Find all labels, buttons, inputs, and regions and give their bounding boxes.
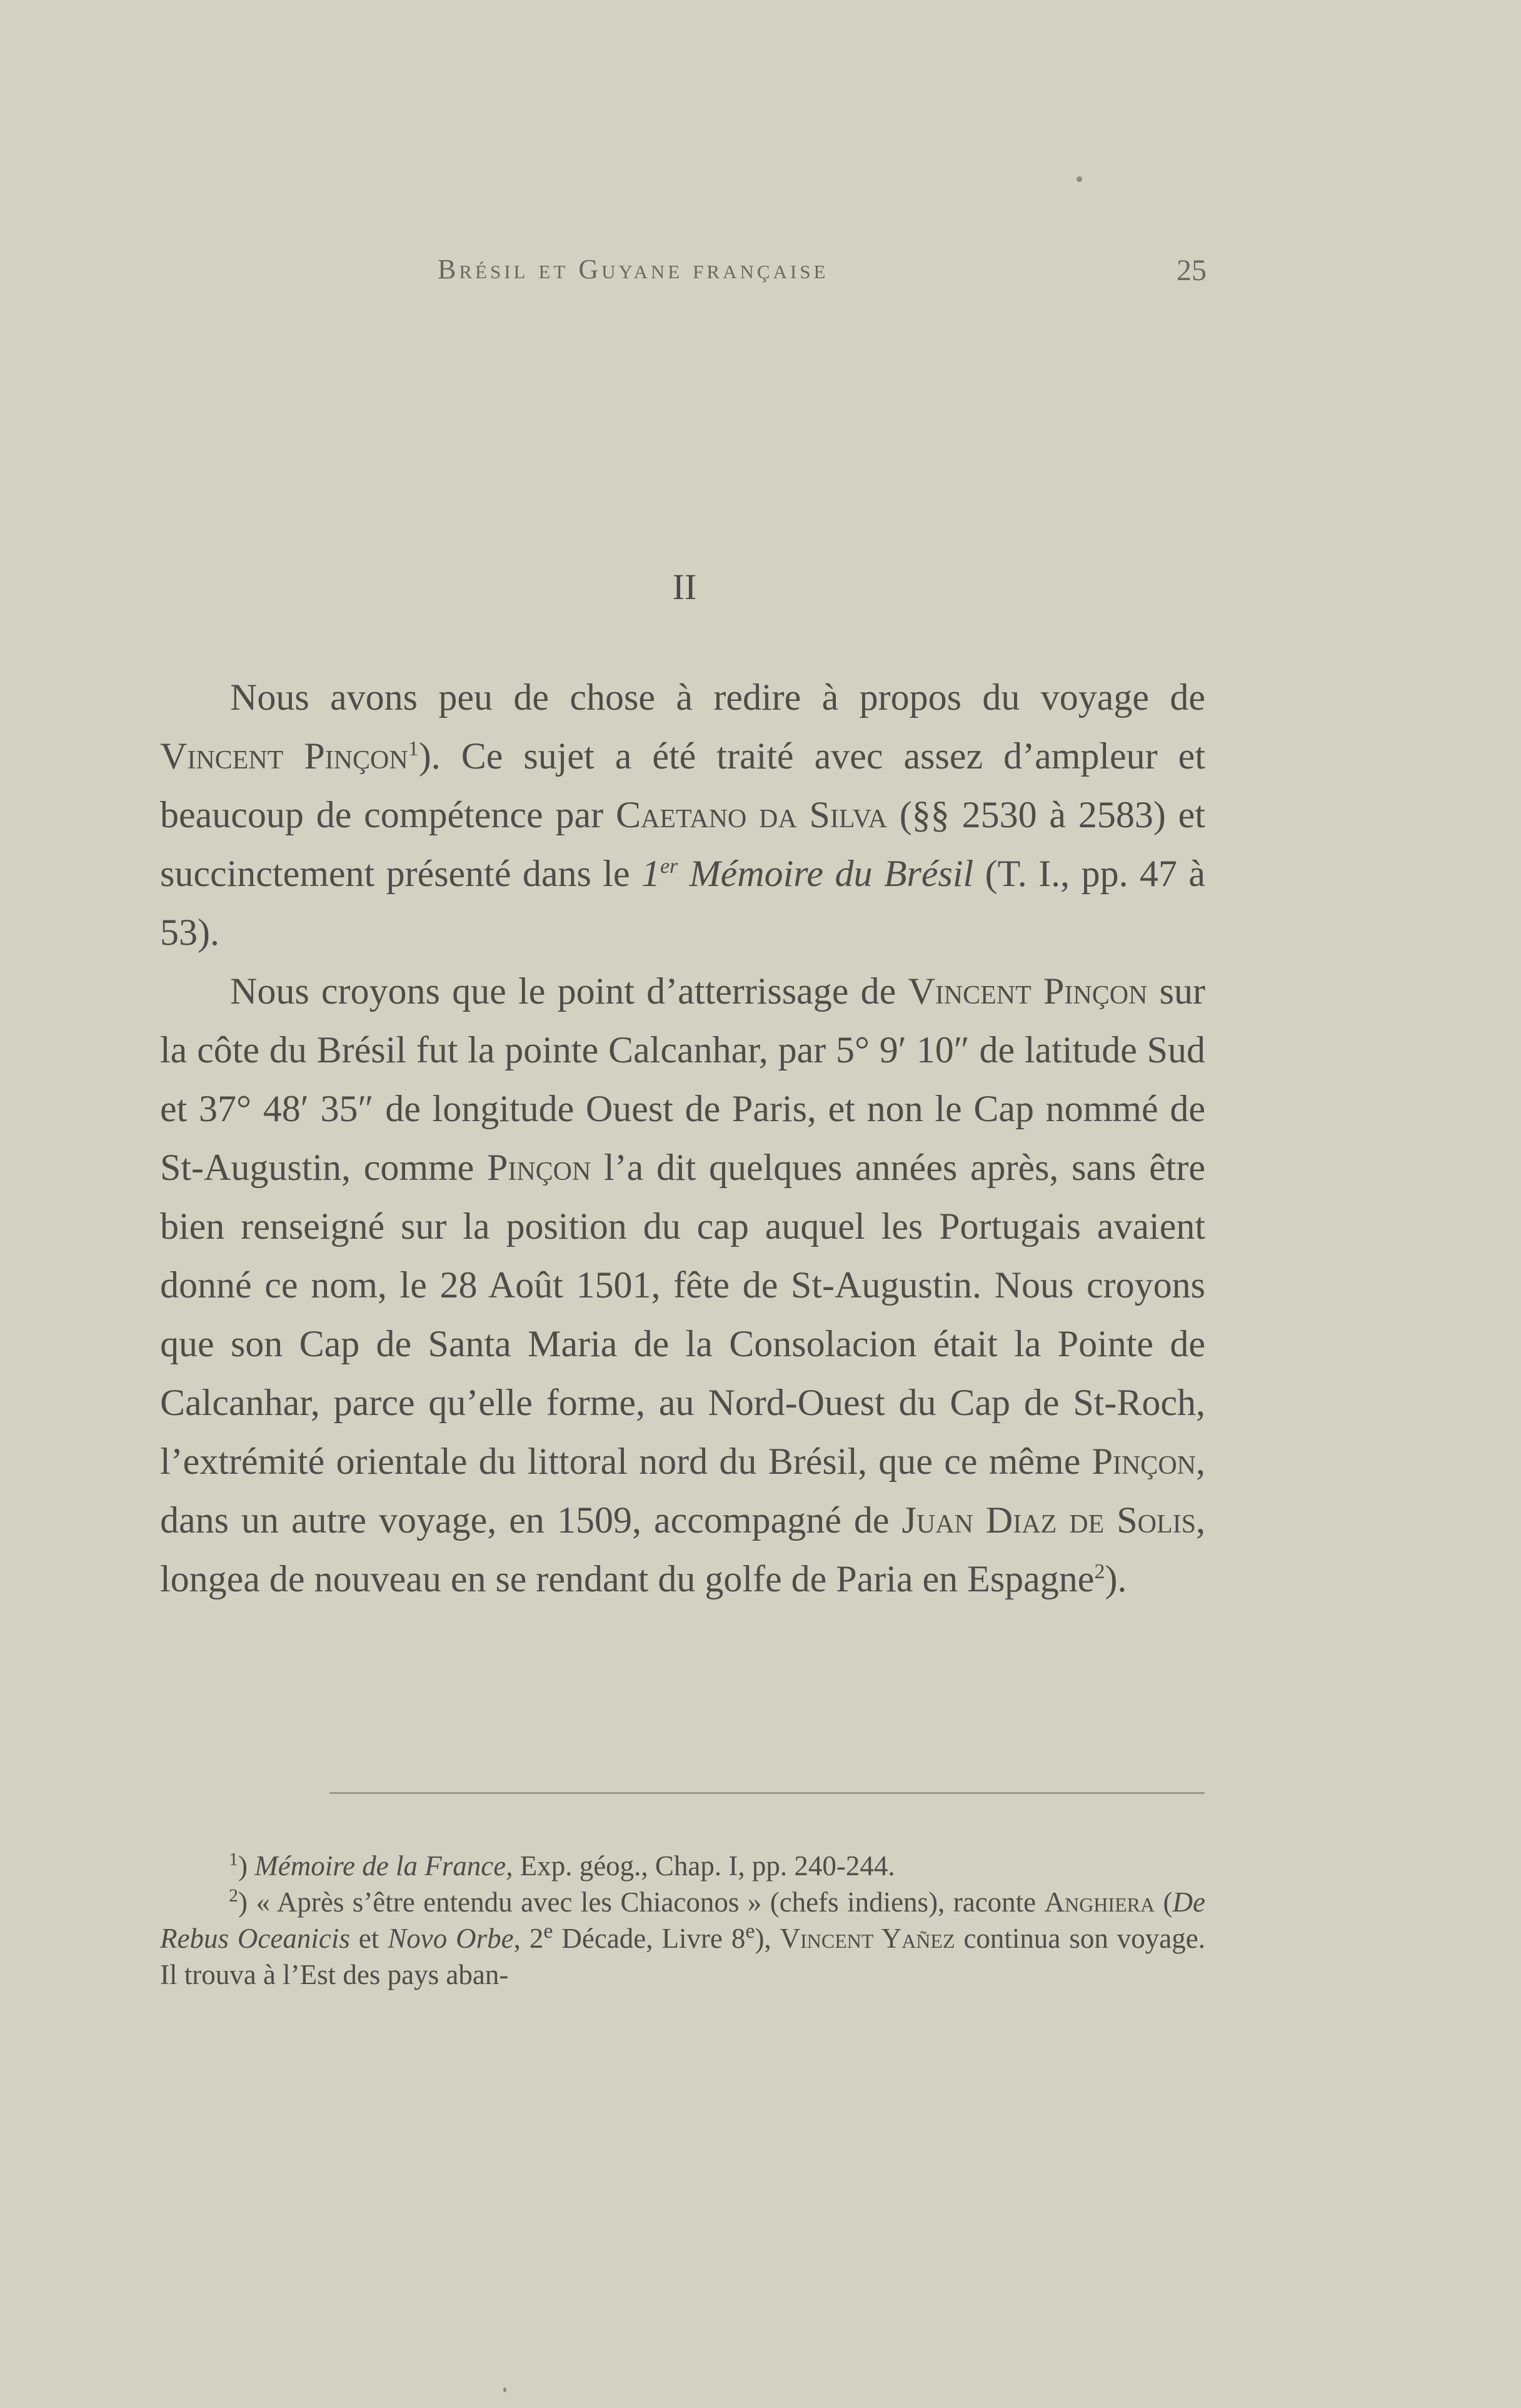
- text-run: (§§ 2530 à 2583) et succinctement présenté dans le: [160, 794, 1205, 894]
- footnote: $^2$) « Après s’être entendu avec les Chiaconos » (chefs indiens), raconte Anghiera (De Rebus Oceanicis et Novo Orbe, 2e Décade, Livre 8e), Vincent Yañez continua son voyage. Il trouva à l’Est des pays aban-: [160, 1885, 1205, 1990]
- publication-title: [641, 853, 973, 894]
- text-run: (T. I., pp. 47 à 53).: [160, 853, 1206, 953]
- footnotes: [160, 1848, 1205, 1993]
- text-run: sur la côte du Brésil fut la pointe Calcanhar, par 5° 9′ 10″ de latitude Sud et 37° 48′ 35″ de longitude Ouest de Paris, et non le Cap nommé de St-Augustin, comme: [160, 970, 1205, 1188]
- person-name: Anghiera: [1044, 1887, 1155, 1918]
- ordinal-suffix: e: [543, 1920, 553, 1943]
- text-run: , longea de nouveau en se rendant du golfe de Paria en Espagne: [160, 1499, 1205, 1599]
- person-name: Vincent Pinçon: [160, 735, 408, 777]
- running-head: [438, 253, 1207, 297]
- text-run: ).: [1105, 1558, 1127, 1599]
- text-run: , dans un autre voyage, en 1509, accompagné de: [160, 1441, 1205, 1541]
- ordinal-number: 1: [641, 853, 660, 894]
- person-name: Pinçon: [486, 1147, 591, 1188]
- footnote-reference: 2: [1094, 1560, 1105, 1583]
- publication-title: De Rebus Oceanicis: [160, 1887, 1205, 1954]
- text-run: l’a dit quelques années après, sans être bien renseigné sur la position du cap auquel les Portugais avaient donné ce nom, le 28 Août 1501, fête de St-Augustin. Nous croyons que son Cap de Santa Maria de la Consolacion était la Pointe de Calcanhar, parce qu’elle forme, au Nord-Ouest du Cap de St-Roch, l’extrémité orientale du littoral nord du Brésil, que ce même: [160, 1147, 1206, 1482]
- paragraph: [160, 668, 1205, 962]
- footnote-separator: [329, 1792, 1205, 1794]
- text-run: ),: [755, 1923, 780, 1954]
- publication-title: Novo Orbe: [388, 1923, 514, 1954]
- running-title: Brésil et Guyane française: [438, 254, 829, 285]
- paper-speck: [503, 2387, 506, 2392]
- text-run: Nous croyons que le point d’atterrissage de: [230, 970, 908, 1012]
- person-name: Pinçon: [1092, 1441, 1196, 1482]
- paper-speck: [1077, 176, 1082, 182]
- page-number: 25: [1177, 254, 1207, 287]
- text-run: , 2: [513, 1923, 544, 1954]
- person-name: Juan Diaz de Solis: [901, 1499, 1196, 1541]
- footnote-number: 1: [229, 1849, 238, 1870]
- publication-title: Mémoire de la France,: [254, 1850, 513, 1882]
- text-run: et: [349, 1923, 388, 1954]
- text-run: continua son voyage. Il trouva à l’Est des pays aban-: [160, 1923, 1205, 1990]
- section-heading: II: [672, 567, 697, 607]
- text-run: ). Ce sujet a été traité avec assez d’ampleur et beaucoup de compétence par: [160, 735, 1205, 835]
- footnote: $^1$) Mémoire de la France, Exp. géog., Chap. I, pp. 240-244.: [229, 1849, 895, 1882]
- text-run: Nous avons peu de chose à redire à propos du voyage de: [230, 677, 1205, 718]
- ordinal-suffix: e: [745, 1920, 755, 1943]
- footnote-reference: 1: [408, 737, 419, 760]
- text-run: « Après s’être entendu avec les Chiaconos » (chefs indiens), raconte: [256, 1887, 1045, 1918]
- person-name: Vincent Pinçon: [908, 970, 1148, 1012]
- person-name: Caetano da Silva: [615, 794, 887, 835]
- footnote-number: 2: [229, 1885, 238, 1906]
- ordinal-suffix: er: [660, 855, 678, 878]
- text-run: (: [1155, 1887, 1173, 1918]
- paragraph: [160, 962, 1205, 1608]
- text-run: Décade, Livre 8: [553, 1923, 746, 1954]
- person-name: Vincent Yañez: [780, 1923, 955, 1954]
- text-run: Exp. géog., Chap. I, pp. 240-244.: [513, 1850, 895, 1882]
- body-text: [160, 668, 1205, 1608]
- publication-title-text: Mémoire du Brésil: [678, 853, 974, 894]
